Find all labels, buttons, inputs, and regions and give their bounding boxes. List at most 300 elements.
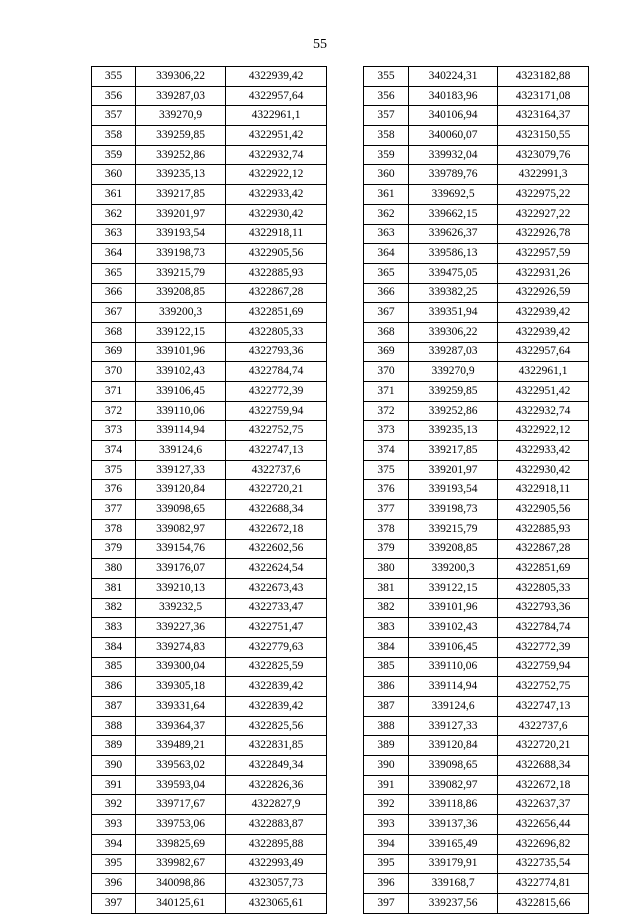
point-number-cell: 392: [92, 795, 136, 815]
table-row: [92, 67, 327, 87]
point-number-cell: 361: [364, 185, 409, 205]
y-coordinate-cell: 4322930,42: [226, 204, 327, 224]
point-number-cell: 373: [92, 421, 136, 441]
table-row: [364, 559, 589, 579]
point-number-cell: 386: [364, 677, 409, 697]
table-row: [92, 618, 327, 638]
table-row: [92, 283, 327, 303]
point-number-cell: 371: [92, 382, 136, 402]
x-coordinate-cell: 339235,13: [136, 165, 226, 185]
x-coordinate-cell: 339114,94: [136, 421, 226, 441]
point-number-cell: 379: [364, 539, 409, 559]
table-row: [92, 854, 327, 874]
point-number-cell: 383: [92, 618, 136, 638]
table-row: [92, 677, 327, 697]
point-number-cell: 367: [92, 303, 136, 323]
x-coordinate-cell: 340060,07: [409, 126, 498, 146]
table-row: [364, 283, 589, 303]
point-number-cell: 376: [92, 480, 136, 500]
table-row: [364, 244, 589, 264]
table-row: [92, 874, 327, 894]
table-row: [364, 874, 589, 894]
y-coordinate-cell: 4322759,94: [498, 657, 589, 677]
y-coordinate-cell: 4322747,13: [498, 697, 589, 717]
point-number-cell: 382: [364, 598, 409, 618]
point-number-cell: 355: [92, 67, 136, 87]
table-row: [92, 165, 327, 185]
table-row: [364, 224, 589, 244]
x-coordinate-cell: 340224,31: [409, 67, 498, 87]
table-row: [92, 460, 327, 480]
table-row: [92, 775, 327, 795]
table-row: [364, 500, 589, 520]
point-number-cell: 377: [92, 500, 136, 520]
x-coordinate-cell: 339274,83: [136, 637, 226, 657]
y-coordinate-cell: 4322957,64: [498, 342, 589, 362]
point-number-cell: 386: [92, 677, 136, 697]
table-row: [92, 441, 327, 461]
x-coordinate-cell: 339168,7: [409, 874, 498, 894]
table-row: [364, 598, 589, 618]
table-row: [92, 185, 327, 205]
table-row: [92, 303, 327, 323]
coordinates-table-left: [91, 66, 327, 914]
table-row: [364, 637, 589, 657]
x-coordinate-cell: 339259,85: [409, 382, 498, 402]
y-coordinate-cell: 4322772,39: [498, 637, 589, 657]
table-row: [92, 795, 327, 815]
table-row: [364, 795, 589, 815]
x-coordinate-cell: 339200,3: [136, 303, 226, 323]
y-coordinate-cell: 4322931,26: [498, 263, 589, 283]
point-number-cell: 355: [364, 67, 409, 87]
point-number-cell: 368: [364, 322, 409, 342]
y-coordinate-cell: 4322922,12: [226, 165, 327, 185]
y-coordinate-cell: 4322839,42: [226, 697, 327, 717]
x-coordinate-cell: 339692,5: [409, 185, 498, 205]
x-coordinate-cell: 339662,15: [409, 204, 498, 224]
page-number: 55: [313, 37, 327, 52]
y-coordinate-cell: 4322672,18: [226, 519, 327, 539]
table-row: [92, 657, 327, 677]
y-coordinate-cell: 4322932,74: [498, 401, 589, 421]
point-number-cell: 390: [364, 756, 409, 776]
table-row: [92, 342, 327, 362]
table-row: [364, 263, 589, 283]
point-number-cell: 381: [92, 578, 136, 598]
y-coordinate-cell: 4322784,74: [498, 618, 589, 638]
x-coordinate-cell: 339118,86: [409, 795, 498, 815]
x-coordinate-cell: 339120,84: [409, 736, 498, 756]
table-row: [364, 657, 589, 677]
point-number-cell: 397: [364, 893, 409, 913]
table-row: [364, 342, 589, 362]
table-row: [364, 815, 589, 835]
table-row: [92, 815, 327, 835]
x-coordinate-cell: 339306,22: [136, 67, 226, 87]
x-coordinate-cell: 339102,43: [409, 618, 498, 638]
y-coordinate-cell: 4322752,75: [498, 677, 589, 697]
y-coordinate-cell: 4322883,87: [226, 815, 327, 835]
point-number-cell: 374: [92, 441, 136, 461]
x-coordinate-cell: 339489,21: [136, 736, 226, 756]
point-number-cell: 370: [92, 362, 136, 382]
y-coordinate-cell: 4322939,42: [226, 67, 327, 87]
x-coordinate-cell: 339120,84: [136, 480, 226, 500]
y-coordinate-cell: 4322957,59: [498, 244, 589, 264]
y-coordinate-cell: 4322747,13: [226, 441, 327, 461]
x-coordinate-cell: 339351,94: [409, 303, 498, 323]
x-coordinate-cell: 339082,97: [136, 519, 226, 539]
y-coordinate-cell: 4322751,47: [226, 618, 327, 638]
point-number-cell: 378: [364, 519, 409, 539]
table-row: [364, 716, 589, 736]
point-number-cell: 381: [364, 578, 409, 598]
table-row: [92, 697, 327, 717]
table-row: [92, 382, 327, 402]
x-coordinate-cell: 339825,69: [136, 834, 226, 854]
y-coordinate-cell: 4322825,59: [226, 657, 327, 677]
y-coordinate-cell: 4322839,42: [226, 677, 327, 697]
x-coordinate-cell: 339110,06: [136, 401, 226, 421]
y-coordinate-cell: 4323182,88: [498, 67, 589, 87]
table-row: [92, 86, 327, 106]
y-coordinate-cell: 4322918,11: [498, 480, 589, 500]
x-coordinate-cell: 339593,04: [136, 775, 226, 795]
x-coordinate-cell: 339200,3: [409, 559, 498, 579]
table-row: [364, 362, 589, 382]
point-number-cell: 384: [364, 637, 409, 657]
point-number-cell: 365: [92, 263, 136, 283]
y-coordinate-cell: 4322905,56: [226, 244, 327, 264]
x-coordinate-cell: 339626,37: [409, 224, 498, 244]
point-number-cell: 389: [92, 736, 136, 756]
x-coordinate-cell: 339106,45: [409, 637, 498, 657]
y-coordinate-cell: 4322784,74: [226, 362, 327, 382]
x-coordinate-cell: 339717,67: [136, 795, 226, 815]
table-row: [364, 86, 589, 106]
point-number-cell: 391: [364, 775, 409, 795]
x-coordinate-cell: 339586,13: [409, 244, 498, 264]
x-coordinate-cell: 339106,45: [136, 382, 226, 402]
y-coordinate-cell: 4322672,18: [498, 775, 589, 795]
x-coordinate-cell: 339252,86: [136, 145, 226, 165]
x-coordinate-cell: 339982,67: [136, 854, 226, 874]
table-row: [364, 145, 589, 165]
point-number-cell: 363: [364, 224, 409, 244]
y-coordinate-cell: 4322720,21: [226, 480, 327, 500]
point-number-cell: 396: [92, 874, 136, 894]
x-coordinate-cell: 339210,13: [136, 578, 226, 598]
x-coordinate-cell: 339300,04: [136, 657, 226, 677]
y-coordinate-cell: 4322772,39: [226, 382, 327, 402]
point-number-cell: 390: [92, 756, 136, 776]
x-coordinate-cell: 339193,54: [136, 224, 226, 244]
point-number-cell: 369: [92, 342, 136, 362]
table-row: [364, 697, 589, 717]
y-coordinate-cell: 4322805,33: [498, 578, 589, 598]
point-number-cell: 370: [364, 362, 409, 382]
x-coordinate-cell: 339382,25: [409, 283, 498, 303]
point-number-cell: 383: [364, 618, 409, 638]
x-coordinate-cell: 339201,97: [409, 460, 498, 480]
x-coordinate-cell: 339122,15: [409, 578, 498, 598]
x-coordinate-cell: 339259,85: [136, 126, 226, 146]
y-coordinate-cell: 4322885,93: [498, 519, 589, 539]
table-row: [92, 106, 327, 126]
point-number-cell: 388: [92, 716, 136, 736]
point-number-cell: 361: [92, 185, 136, 205]
y-coordinate-cell: 4323164,37: [498, 106, 589, 126]
point-number-cell: 382: [92, 598, 136, 618]
x-coordinate-cell: 339364,37: [136, 716, 226, 736]
x-coordinate-cell: 339789,76: [409, 165, 498, 185]
x-coordinate-cell: 339082,97: [409, 775, 498, 795]
y-coordinate-cell: 4322933,42: [498, 441, 589, 461]
table-row: [364, 441, 589, 461]
y-coordinate-cell: 4322930,42: [498, 460, 589, 480]
y-coordinate-cell: 4322991,3: [498, 165, 589, 185]
table-row: [92, 598, 327, 618]
table-row: [364, 519, 589, 539]
point-number-cell: 379: [92, 539, 136, 559]
table-row: [364, 539, 589, 559]
y-coordinate-cell: 4322815,66: [498, 893, 589, 913]
table-row: [364, 165, 589, 185]
point-number-cell: 358: [364, 126, 409, 146]
point-number-cell: 387: [92, 697, 136, 717]
table-row: [364, 460, 589, 480]
y-coordinate-cell: 4322826,36: [226, 775, 327, 795]
table-row: [364, 204, 589, 224]
x-coordinate-cell: 339176,07: [136, 559, 226, 579]
point-number-cell: 380: [364, 559, 409, 579]
point-number-cell: 356: [92, 86, 136, 106]
y-coordinate-cell: 4322793,36: [226, 342, 327, 362]
table-row: [92, 519, 327, 539]
table-row: [92, 322, 327, 342]
table-row: [364, 382, 589, 402]
y-coordinate-cell: 4322673,43: [226, 578, 327, 598]
y-coordinate-cell: 4322688,34: [226, 500, 327, 520]
y-coordinate-cell: 4322805,33: [226, 322, 327, 342]
y-coordinate-cell: 4322831,85: [226, 736, 327, 756]
point-number-cell: 385: [364, 657, 409, 677]
x-coordinate-cell: 339124,6: [136, 441, 226, 461]
point-number-cell: 380: [92, 559, 136, 579]
y-coordinate-cell: 4322933,42: [226, 185, 327, 205]
x-coordinate-cell: 339252,86: [409, 401, 498, 421]
y-coordinate-cell: 4322696,82: [498, 834, 589, 854]
y-coordinate-cell: 4323079,76: [498, 145, 589, 165]
point-number-cell: 391: [92, 775, 136, 795]
y-coordinate-cell: 4322975,22: [498, 185, 589, 205]
point-number-cell: 394: [364, 834, 409, 854]
point-number-cell: 362: [92, 204, 136, 224]
x-coordinate-cell: 339270,9: [409, 362, 498, 382]
x-coordinate-cell: 339270,9: [136, 106, 226, 126]
point-number-cell: 395: [364, 854, 409, 874]
y-coordinate-cell: 4322774,81: [498, 874, 589, 894]
point-number-cell: 393: [92, 815, 136, 835]
y-coordinate-cell: 4322951,42: [498, 382, 589, 402]
y-coordinate-cell: 4323171,08: [498, 86, 589, 106]
x-coordinate-cell: 339165,49: [409, 834, 498, 854]
y-coordinate-cell: 4322961,1: [226, 106, 327, 126]
y-coordinate-cell: 4322922,12: [498, 421, 589, 441]
y-coordinate-cell: 4322656,44: [498, 815, 589, 835]
y-coordinate-cell: 4323150,55: [498, 126, 589, 146]
y-coordinate-cell: 4322720,21: [498, 736, 589, 756]
point-number-cell: 360: [92, 165, 136, 185]
x-coordinate-cell: 339098,65: [409, 756, 498, 776]
table-row: [92, 480, 327, 500]
x-coordinate-cell: 339122,15: [136, 322, 226, 342]
point-number-cell: 395: [92, 854, 136, 874]
point-number-cell: 372: [364, 401, 409, 421]
table-row: [92, 204, 327, 224]
table-row: [364, 126, 589, 146]
x-coordinate-cell: 340183,96: [409, 86, 498, 106]
point-number-cell: 374: [364, 441, 409, 461]
point-number-cell: 372: [92, 401, 136, 421]
point-number-cell: 366: [92, 283, 136, 303]
x-coordinate-cell: 339154,76: [136, 539, 226, 559]
y-coordinate-cell: 4322957,64: [226, 86, 327, 106]
table-row: [92, 401, 327, 421]
y-coordinate-cell: 4322961,1: [498, 362, 589, 382]
y-coordinate-cell: 4322849,34: [226, 756, 327, 776]
point-number-cell: 358: [92, 126, 136, 146]
x-coordinate-cell: 339306,22: [409, 322, 498, 342]
x-coordinate-cell: 339287,03: [409, 342, 498, 362]
x-coordinate-cell: 339201,97: [136, 204, 226, 224]
y-coordinate-cell: 4322885,93: [226, 263, 327, 283]
x-coordinate-cell: 340125,61: [136, 893, 226, 913]
x-coordinate-cell: 339217,85: [409, 441, 498, 461]
point-number-cell: 373: [364, 421, 409, 441]
table-row: [364, 854, 589, 874]
point-number-cell: 362: [364, 204, 409, 224]
y-coordinate-cell: 4322737,6: [498, 716, 589, 736]
y-coordinate-cell: 4322752,75: [226, 421, 327, 441]
x-coordinate-cell: 339475,05: [409, 263, 498, 283]
x-coordinate-cell: 339232,5: [136, 598, 226, 618]
point-number-cell: 357: [92, 106, 136, 126]
y-coordinate-cell: 4322624,54: [226, 559, 327, 579]
x-coordinate-cell: 339127,33: [409, 716, 498, 736]
y-coordinate-cell: 4322688,34: [498, 756, 589, 776]
point-number-cell: 385: [92, 657, 136, 677]
point-number-cell: 363: [92, 224, 136, 244]
table-row: [364, 834, 589, 854]
y-coordinate-cell: 4322926,59: [498, 283, 589, 303]
y-coordinate-cell: 4322895,88: [226, 834, 327, 854]
table-row: [92, 756, 327, 776]
point-number-cell: 388: [364, 716, 409, 736]
x-coordinate-cell: 339235,13: [409, 421, 498, 441]
point-number-cell: 369: [364, 342, 409, 362]
x-coordinate-cell: 339198,73: [409, 500, 498, 520]
x-coordinate-cell: 339127,33: [136, 460, 226, 480]
x-coordinate-cell: 339331,64: [136, 697, 226, 717]
table-row: [92, 145, 327, 165]
point-number-cell: 376: [364, 480, 409, 500]
y-coordinate-cell: 4322733,47: [226, 598, 327, 618]
x-coordinate-cell: 339932,04: [409, 145, 498, 165]
point-number-cell: 368: [92, 322, 136, 342]
x-coordinate-cell: 339753,06: [136, 815, 226, 835]
point-number-cell: 364: [92, 244, 136, 264]
point-number-cell: 360: [364, 165, 409, 185]
table-row: [364, 401, 589, 421]
point-number-cell: 367: [364, 303, 409, 323]
point-number-cell: 359: [92, 145, 136, 165]
table-row: [364, 578, 589, 598]
point-number-cell: 387: [364, 697, 409, 717]
x-coordinate-cell: 339101,96: [136, 342, 226, 362]
table-row: [364, 893, 589, 913]
table-row: [92, 637, 327, 657]
table-row: [364, 185, 589, 205]
x-coordinate-cell: 339215,79: [409, 519, 498, 539]
y-coordinate-cell: 4322602,56: [226, 539, 327, 559]
x-coordinate-cell: 339215,79: [136, 263, 226, 283]
table-row: [92, 500, 327, 520]
table-row: [92, 834, 327, 854]
y-coordinate-cell: 4322825,56: [226, 716, 327, 736]
x-coordinate-cell: 339198,73: [136, 244, 226, 264]
y-coordinate-cell: 4322867,28: [226, 283, 327, 303]
table-row: [364, 322, 589, 342]
point-number-cell: 394: [92, 834, 136, 854]
y-coordinate-cell: 4322867,28: [498, 539, 589, 559]
point-number-cell: 397: [92, 893, 136, 913]
y-coordinate-cell: 4322851,69: [498, 559, 589, 579]
table-row: [92, 362, 327, 382]
x-coordinate-cell: 339193,54: [409, 480, 498, 500]
point-number-cell: 377: [364, 500, 409, 520]
table-row: [92, 893, 327, 913]
table-row: [92, 539, 327, 559]
table-row: [92, 244, 327, 264]
table-row: [364, 303, 589, 323]
y-coordinate-cell: 4322905,56: [498, 500, 589, 520]
x-coordinate-cell: 339098,65: [136, 500, 226, 520]
x-coordinate-cell: 339208,85: [409, 539, 498, 559]
table-row: [364, 106, 589, 126]
point-number-cell: 389: [364, 736, 409, 756]
y-coordinate-cell: 4323065,61: [226, 893, 327, 913]
x-coordinate-cell: 339179,91: [409, 854, 498, 874]
x-coordinate-cell: 340098,86: [136, 874, 226, 894]
table-row: [92, 224, 327, 244]
x-coordinate-cell: 340106,94: [409, 106, 498, 126]
table-row: [364, 618, 589, 638]
y-coordinate-cell: 4322951,42: [226, 126, 327, 146]
point-number-cell: 378: [92, 519, 136, 539]
x-coordinate-cell: 339137,36: [409, 815, 498, 835]
point-number-cell: 396: [364, 874, 409, 894]
point-number-cell: 375: [364, 460, 409, 480]
y-coordinate-cell: 4322932,74: [226, 145, 327, 165]
point-number-cell: 366: [364, 283, 409, 303]
x-coordinate-cell: 339124,6: [409, 697, 498, 717]
point-number-cell: 371: [364, 382, 409, 402]
point-number-cell: 375: [92, 460, 136, 480]
point-number-cell: 356: [364, 86, 409, 106]
y-coordinate-cell: 4322927,22: [498, 204, 589, 224]
